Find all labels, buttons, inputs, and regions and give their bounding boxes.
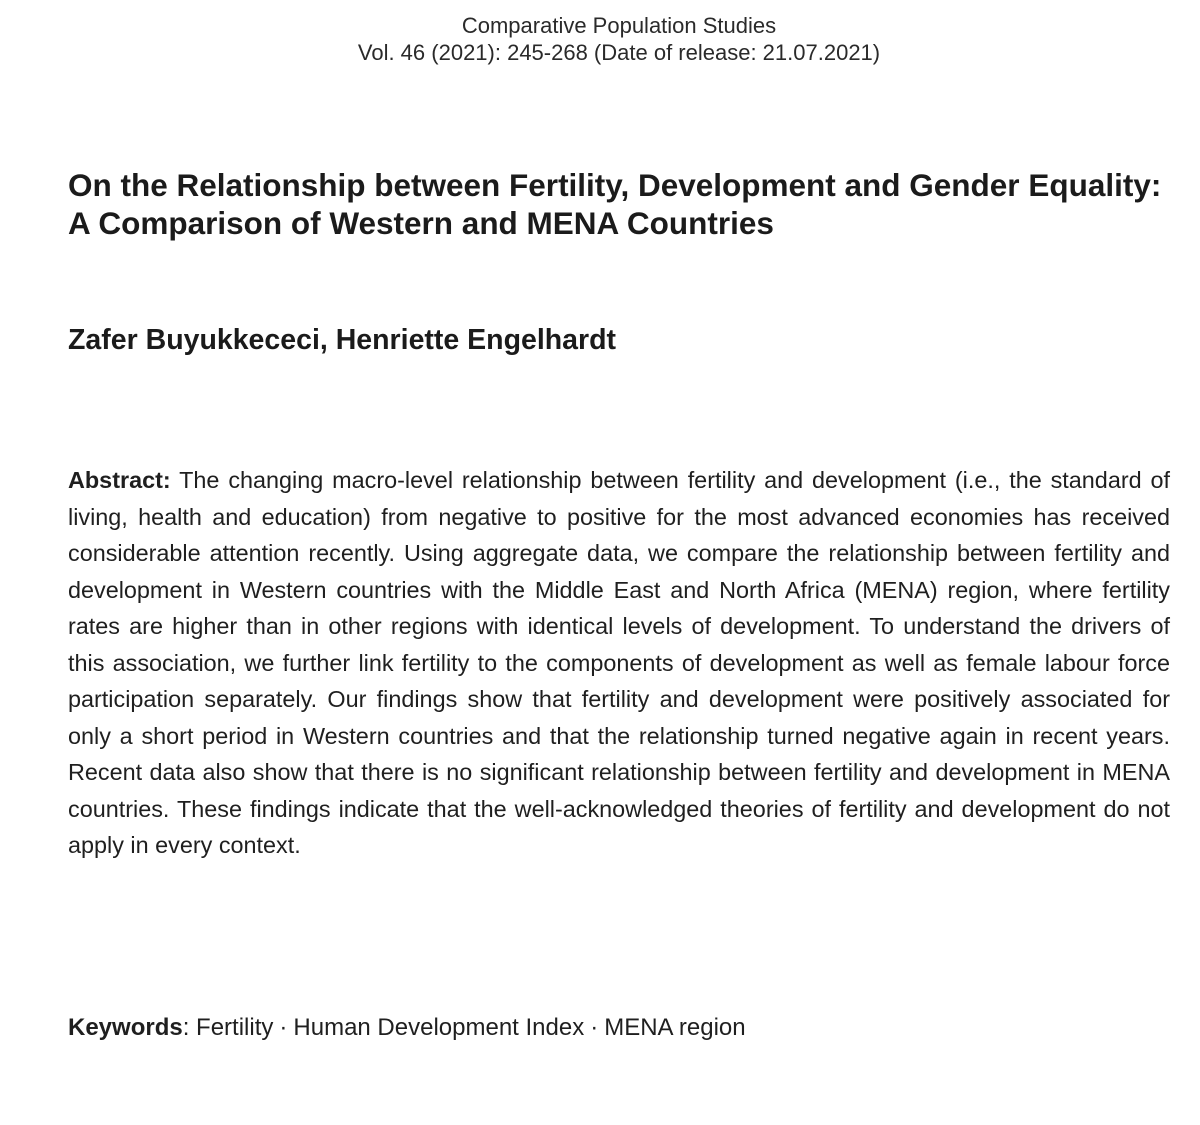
- volume-line: Vol. 46 (2021): 245-268 (Date of release: 21.07.2021): [357, 40, 881, 65]
- keyword-item: Human Development Index: [293, 1014, 585, 1041]
- abstract-text: The changing macro-level relationship between fertility and development (i.e., the standard of living, health and education) from negative to positive for the most advanced economies has received considerable attention recently. Using aggregate data, we compare the relationship between fertility and development in Western countries with the Middle East and North Africa (MENA) region, where fertility rates are higher than in other regions with identical levels of development. To understand the drivers of this association, we further link fertility to the components of development as well as female labour force participation separately. Our findings show that fertility and development were positively associated for only a short period in Western countries and that the relationship turned negative again in recent years. Recent data also show that there is no significant relationship between fertility and development in MENA countries. These findings indicate that the well-acknowledged theories of fertility and development do not apply in every context.: [68, 467, 1170, 858]
- keyword-separator: ·: [590, 1014, 599, 1041]
- journal-header: [0, 12, 1200, 66]
- abstract-label: Abstract:: [68, 467, 171, 493]
- keywords: [68, 1010, 746, 1046]
- keyword-item: Fertility: [196, 1014, 274, 1041]
- journal-name: Comparative Population Studies: [461, 13, 777, 38]
- keyword-separator: ·: [279, 1014, 288, 1041]
- article-authors: Zafer Buyukkececi, Henriette Engelhardt: [68, 324, 617, 356]
- abstract: [68, 462, 1170, 864]
- article-title: On the Relationship between Fertility, Development and Gender Equality: A Comparison of Western and MENA Countries: [68, 167, 1162, 241]
- keywords-colon: :: [182, 1014, 190, 1041]
- keywords-label: Keywords: [68, 1014, 183, 1041]
- keyword-item: MENA region: [604, 1014, 746, 1041]
